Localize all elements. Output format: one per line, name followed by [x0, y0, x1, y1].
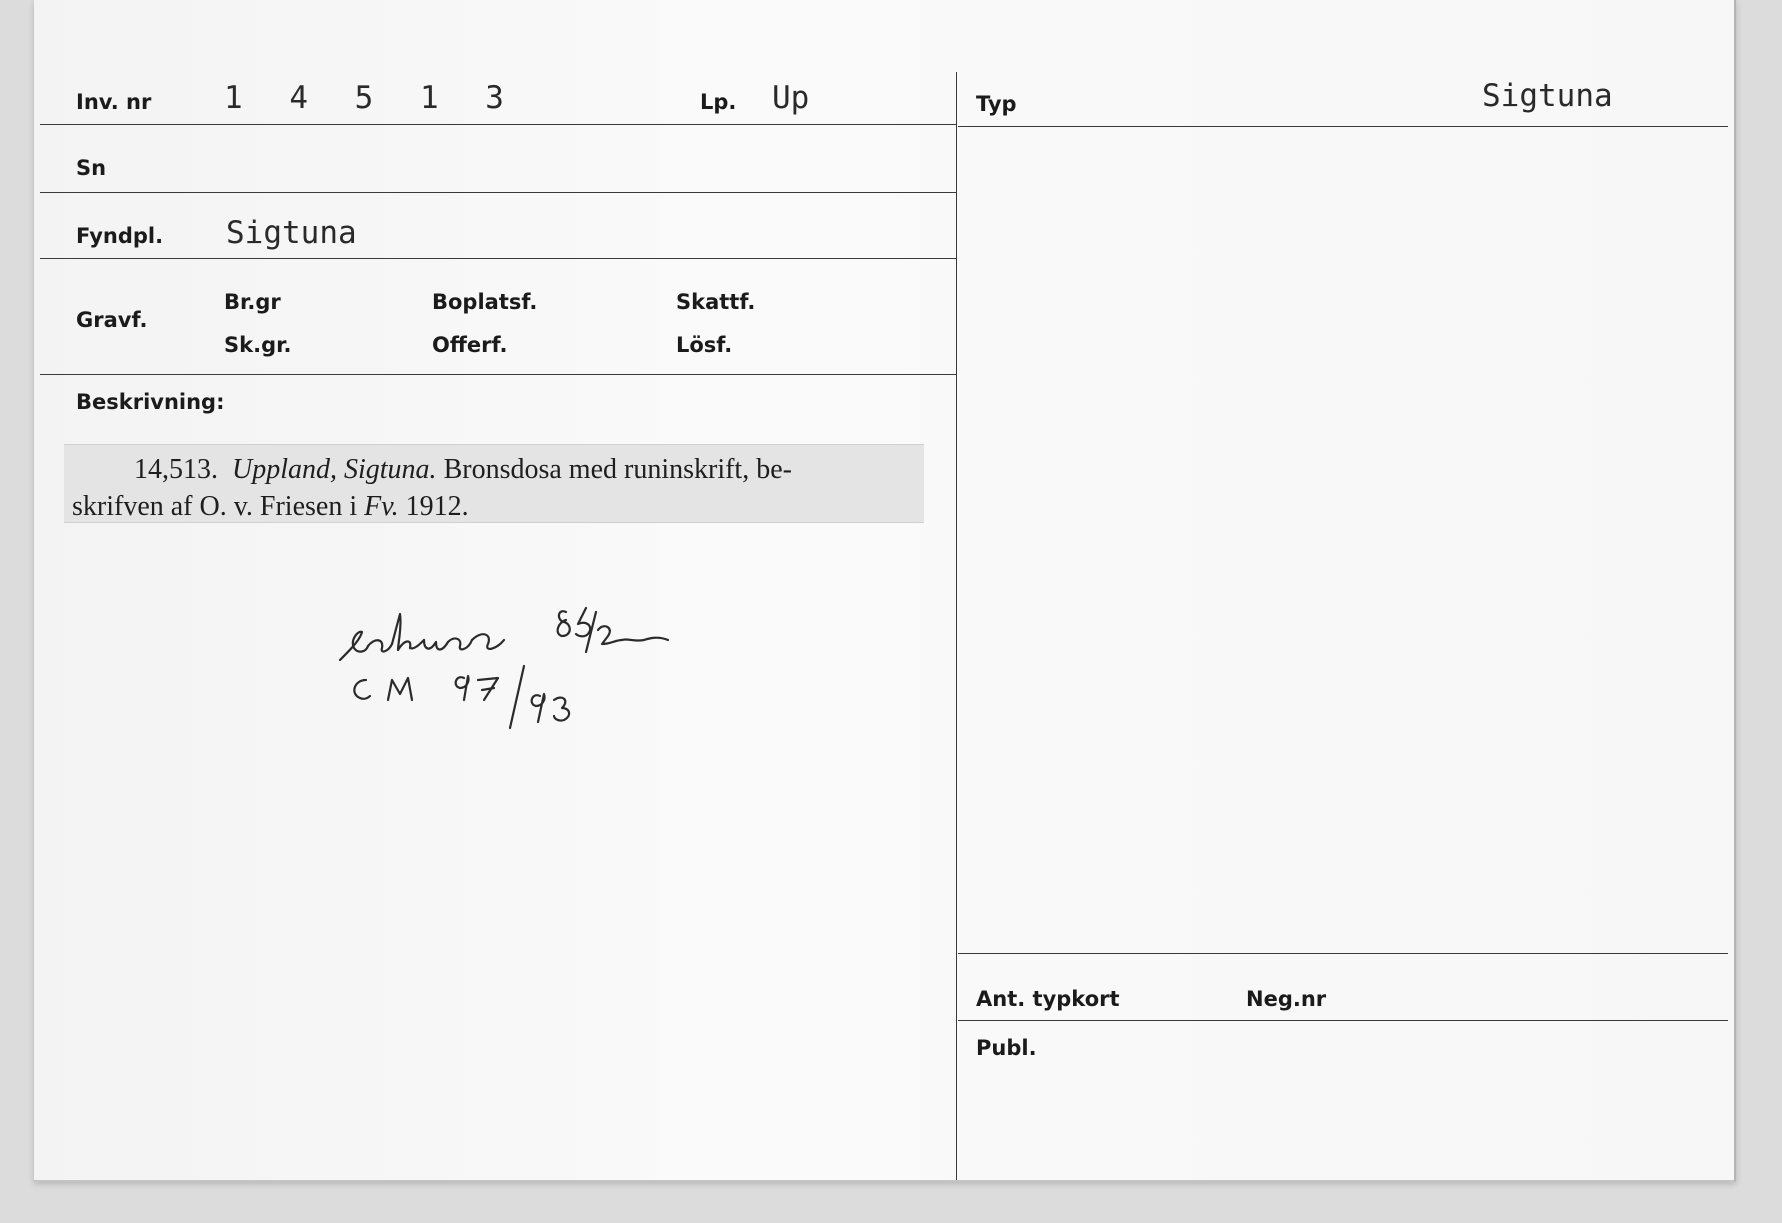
gravf-option-sk-gr: Sk.gr. [224, 333, 292, 357]
gravf-option-br-gr: Br.gr [224, 290, 281, 314]
clipping-text [64, 445, 924, 525]
lp-value: Up [772, 80, 810, 116]
column-divider [956, 72, 957, 1180]
clipping-place: Uppland, Sigtuna. [232, 454, 437, 485]
handwritten-note [332, 600, 752, 740]
typ-label: Typ [976, 92, 1017, 116]
gravf-option-losf: Lösf. [676, 333, 733, 357]
rule-publ-top [958, 1020, 1728, 1021]
gravf-label: Gravf. [76, 308, 148, 332]
inv-nr-value: 1 4 5 1 3 [224, 80, 518, 116]
gravf-option-boplatsf: Boplatsf. [432, 290, 538, 314]
sn-label: Sn [76, 156, 107, 180]
lp-label: Lp. [700, 90, 737, 114]
rule-fyndpl [40, 258, 956, 259]
clipping-text-2: skrifven af O. v. Friesen i [72, 491, 358, 522]
fyndpl-value: Sigtuna [226, 215, 357, 251]
rule-gravf [40, 374, 956, 375]
clipping-journal: Fv. [364, 491, 399, 522]
publ-label: Publ. [976, 1036, 1037, 1060]
rule-ant-typkort-top [958, 953, 1728, 954]
gravf-option-offerf: Offerf. [432, 333, 508, 357]
catalog-card [34, 0, 1736, 1182]
clipping-year: 1912. [405, 491, 469, 522]
printed-clipping [64, 444, 924, 523]
gravf-option-skattf: Skattf. [676, 290, 756, 314]
inv-nr-label: Inv. nr [76, 90, 152, 114]
rule-typ [958, 126, 1728, 127]
clipping-number: 14,513. [134, 454, 218, 485]
clipping-text-1: Bronsdosa med runinskrift, be- [443, 454, 792, 485]
rule-sn [40, 192, 956, 193]
ant-typkort-label: Ant. typkort [976, 987, 1120, 1011]
typ-value: Sigtuna [1482, 78, 1613, 114]
fyndpl-label: Fyndpl. [76, 224, 164, 248]
beskrivning-label: Beskrivning: [76, 390, 225, 414]
rule-inv [40, 124, 956, 125]
neg-nr-label: Neg.nr [1246, 987, 1327, 1011]
